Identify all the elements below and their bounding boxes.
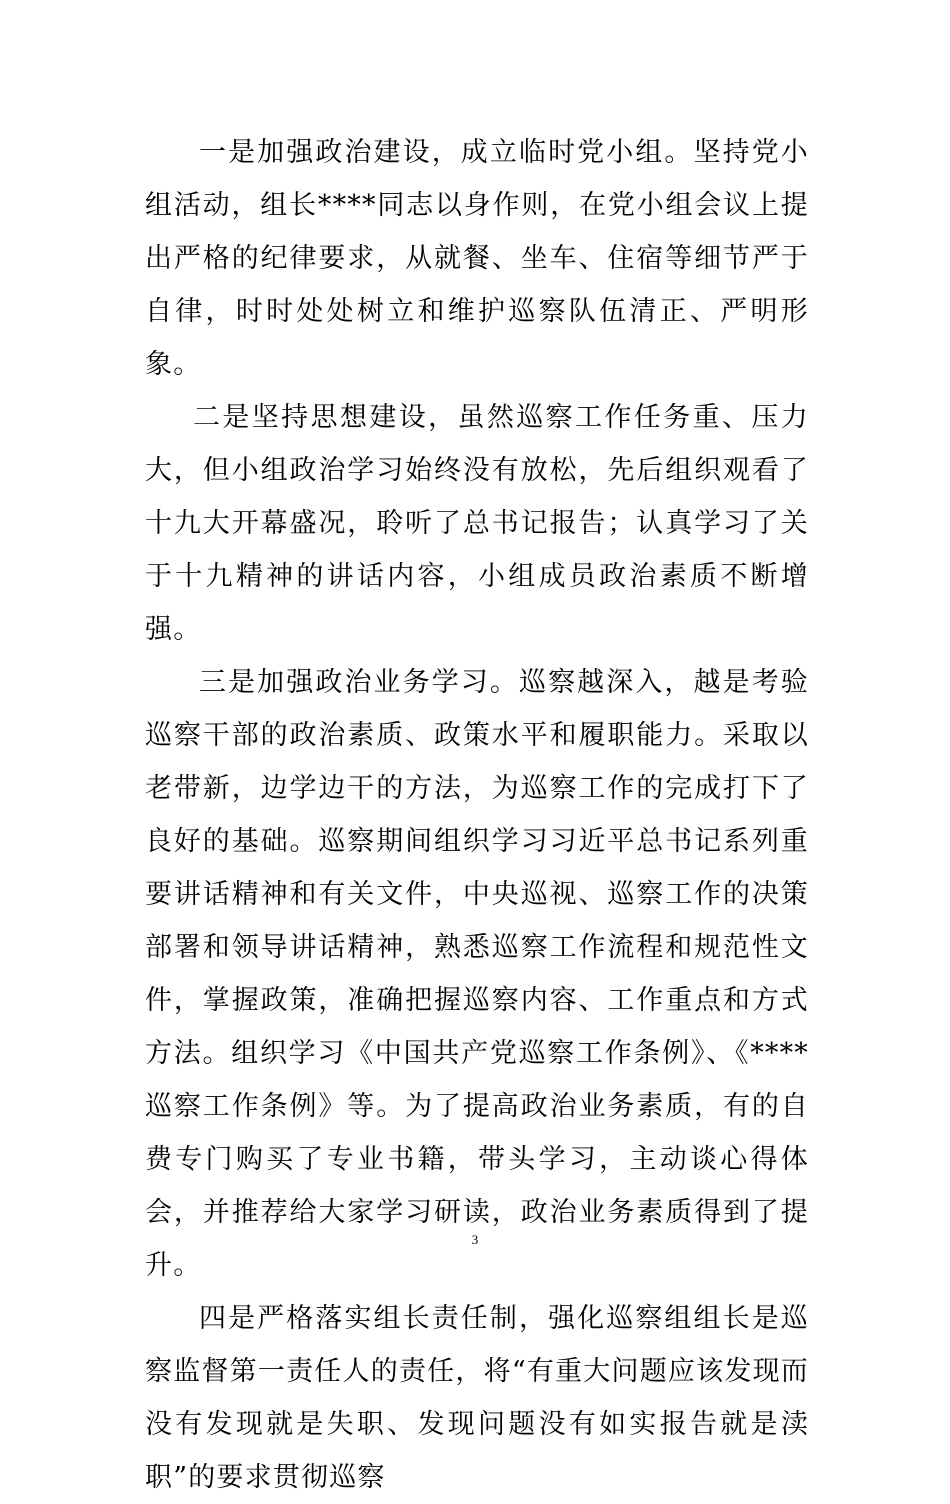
paragraph-political-construction: 一是加强政治建设，成立临时党小组。坚持党小组活动，组长****同志以身作则，在党小组会议上提出严格的纪律要求，从就餐、坐车、住宿等细节严于自律，时时处处树立和维护巡察队伍清正、严明形象。 bbox=[145, 137, 809, 380]
page-number: 3 bbox=[471, 1232, 479, 1247]
paragraph-business-study: 三是加强政治业务学习。巡察越深入，越是考验巡察干部的政治素质、政策水平和履职能力。采取以老带新，边学边干的方法，为巡察工作的完成打下了良好的基础。巡察期间组织学习习近平总书记系列重要讲话精神和有关文件，中央巡视、巡察工作的决策部署和领导讲话精神，熟悉巡察工作流程和规范性文件，掌握政策，准确把握巡察内容、工作重点和方式方法。组织学习《中国共产党巡察工作条例》、《****巡察工作条例》等。为了提高政治业务素质，有的自费专门购买了专业书籍，带头学习，主动谈心得体会，并推荐给大家学习研读，政治业务素质得到了提升。 bbox=[145, 667, 809, 1281]
paragraph-ideological-construction: 二是坚持思想建设，虽然巡察工作任务重、压力大，但小组政治学习始终没有放松，先后组织观看了十九大开幕盛况，聆听了总书记报告；认真学习了关于十九精神的讲话内容，小组成员政治素质不断增强。 bbox=[145, 402, 809, 645]
document-body bbox=[145, 126, 809, 1504]
paragraph-leader-responsibility: 四是严格落实组长责任制，强化巡察组组长是巡察监督第一责任人的责任，将“有重大问题应该发现而没有发现就是失职、发现问题没有如实报告就是渎职”的要求贯彻巡察 bbox=[145, 1303, 809, 1493]
